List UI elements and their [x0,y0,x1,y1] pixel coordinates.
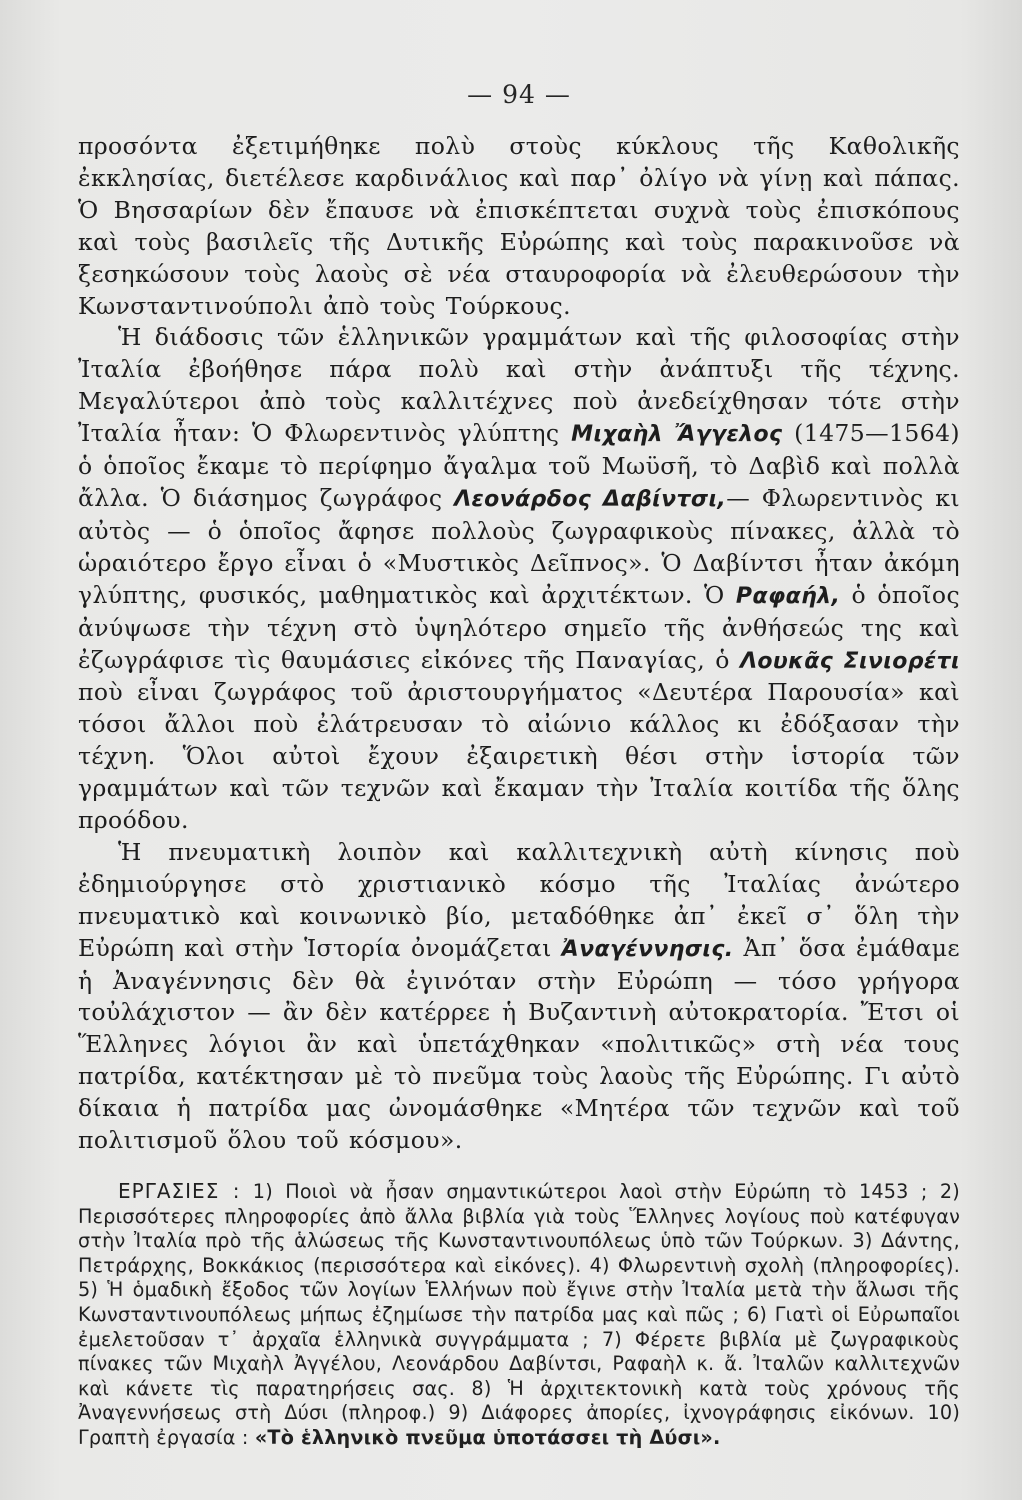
page-number: — 94 — [467,80,571,109]
paragraph-text: (1475—1564) ὁ ὁποῖος ἔκαμε τὸ περίφημο ἄγαλμα τοῦ Μωϋσῆ, τὸ Δαβὶδ καὶ πολλὰ ἄλλα. Ὁ διάσημος ζωγράφος [78,419,961,512]
paragraph-bessarion: προσόντα ἐξετιμήθηκε πολὺ στοὺς κύκλους τῆς Καθολικῆς ἐκκλησίας, διετέλεσε καρδινάλιος καὶ παρ᾽ ὀλίγο νὰ γίνῃ καὶ πάπας. Ὁ Βησσαρίων δὲν ἔπαυσε νὰ ἐπισκέπτεται συχνὰ τοὺς ἐπισκόπους καὶ τοὺς βασιλεῖς τῆς Δυτικῆς Εὐρώπης καὶ τοὺς παρακινοῦσε νὰ ξεσηκώσουν τοὺς λαοὺς σὲ νέα σταυροφορία νὰ ἐλευθερώσουν τὴν Κωνσταντινούπολι ἀπὸ τοὺς Τούρκους. [78,132,960,320]
paragraph-text: Ἀπ᾽ ὅσα ἐμάθαμε ἡ Ἀναγέννησις δὲν θὰ ἐγινόταν στὴν Εὐρώπη — τόσο γρήγορα τοὐλάχιστον — ἂν δὲν κατέρρεε ἡ Βυζαντινὴ αὐτοκρατορία. Ἔτσι οἱ Ἕλληνες λόγιοι ἂν καὶ ὑπετάχθηκαν «πολιτικῶς» στὴ νέα τους πατρίδα, κατέκτησαν μὲ τὸ πνεῦμα τοὺς λαοὺς τῆς Εὐρώπης. Γι αὐτὸ δίκαια ἡ πατρίδα μας ὠνομάσθηκε «Μητέρα τῶν τεχνῶν καὶ τοῦ πολιτισμοῦ ὅλου τοῦ κόσμου». [78,933,960,1155]
artist-name-signorelli: Λουκᾶς Σινιορέτι [739,648,960,674]
term-renaissance: Ἀναγέννησις. [561,936,734,962]
main-text [78,131,960,1157]
paragraph-text: Ἡ πνευματικὴ λοιπὸν καὶ καλλιτεχνικὴ αὐτὴ κίνησις ποὺ ἐδημιούργησε στὸ χριστιανικὸ κόσμο τῆς Ἰταλίας ἀνώτερο πνευματικὸ καὶ κοινωνικὸ βίο, μεταδόθηκε ἀπ᾽ ἐκεῖ σ᾽ ὅλη τὴν Εὐρώπη καὶ στὴν Ἱστορία ὀνομάζεται [78,837,960,962]
artist-name-raphael: Ραφαήλ, [735,583,841,609]
artist-name-michelangelo: Μιχαὴλ Ἄγγελος [571,422,783,448]
exercises-section [78,1179,960,1451]
artist-name-leonardo: Λεονάρδος Δαβίντσι, [454,486,727,512]
paragraph-text: — Φλωρεντινὸς κι αὐτὸς — ὁ ὁποῖος ἄφησε πολλοὺς ζωγραφικοὺς πίνακες, ἀλλὰ τὸ ὡραιότερο ἔργο εἶναι ὁ «Μυστικὸς Δεῖπνος». Ὁ Δαβίντσι ἦταν ἀκόμη γλύπτης, φυσικός, μαθηματικὸς καὶ ἀρχιτέκτων. Ὁ [78,483,960,609]
paragraph-renaissance-definition [78,837,960,1157]
paragraph-text: Ἡ διάδοσις τῶν ἑλληνικῶν γραμμάτων καὶ τῆς φιλοσοφίας στὴν Ἰταλία ἐβοήθησε πάρα πολὺ καὶ στὴν ἀνάπτυξι τῆς τέχνης. Μεγαλύτεροι ἀπὸ τοὺς καλλιτέχνες ποὺ ἀνεδείχθησαν τότε στὴν Ἰταλία ἦταν: Ὁ Φλωρεντινὸς γλύπτης [78,323,960,448]
exercises-text: 1) Ποιοὶ νὰ ἦσαν σημαντικώτεροι λαοὶ στὴν Εὐρώπη τὸ 1453 ; 2) Περισσότερες πληροφορίες ἀπὸ ἄλλα βιβλία γιὰ τοὺς Ἕλληνες λογίους ποὺ κατέφυγαν στὴν Ἰταλία πρὸ τῆς ἁλώσεως τῆς Κωνσταντινουπόλεως ὑπὸ τῶν Τούρκων. 3) Δάντης, Πετράρχης, Βοκκάκιος (περισσότερα καὶ εἰκόνες). 4) Φλωρεντινὴ σχολὴ (πληροφορίες). 5) Ἡ ὁμαδικὴ ἔξοδος τῶν λογίων Ἑλλήνων ποὺ ἔγινε στὴν Ἰταλία μετὰ τὴν ἅλωσι τῆς Κωνσταντινουπόλεως μήπως ἐζημίωσε τὴν πατρίδα μας καὶ πῶς ; 6) Γιατὶ οἱ Εὐρωπαῖοι ἐμελετοῦσαν τ᾽ ἀρχαῖα ἑλληνικὰ συγγράμματα ; 7) Φέρετε βιβλία μὲ ζωγραφικοὺς πίνακες τῶν Μιχαὴλ Ἀγγέλου, Λεονάρδου Δαβίντσι, Ραφαὴλ κ. ἄ. Ἰταλῶν καλλιτεχνῶν καὶ κάνετε τὶς παρατηρήσεις σας. 8) Ἡ ἀρχιτεκτονικὴ κατὰ τοὺς χρόνους τῆς Ἀναγεννήσεως στὴ Δύσι (πληροφ.) 9) Διάφορες ἀπορίες, ἰχνογράφησις εἰκόνων. 10) Γραπτὴ ἐργασία : [78,1180,960,1449]
exercises-quote: «Τὸ ἑλληνικὸ πνεῦμα ὑποτάσσει τὴ Δύσι». [254,1425,721,1449]
exercises-label: ΕΡΓΑΣΙΕΣ : [118,1179,241,1203]
paragraph-renaissance-artists [78,322,960,837]
paragraph-text: ποὺ εἶναι ζωγράφος τοῦ ἀριστουργήματος «Δευτέρα Παρουσία» καὶ τόσοι ἄλλοι ποὺ ἐλάτρευσαν τὸ αἰώνιο κάλλος κι ἐδόξασαν τὴν τέχνη. Ὅλοι αὐτοὶ ἔχουν ἐξαιρετικὴ θέσι στὴν ἱστορία τῶν γραμμάτων καὶ τῶν τεχνῶν καὶ ἔκαμαν τὴν Ἰταλία κοιτίδα τῆς ὅλης προόδου. [78,678,960,835]
paragraph-text: ὁ ὁποῖος ἀνύψωσε τὴν τέχνη στὸ ὑψηλότερο σημεῖο τῆς ἀνθήσεώς της καὶ ἐζωγράφισε τὶς θαυμάσιες εἰκόνες τῆς Παναγίας, ὁ [78,580,961,674]
